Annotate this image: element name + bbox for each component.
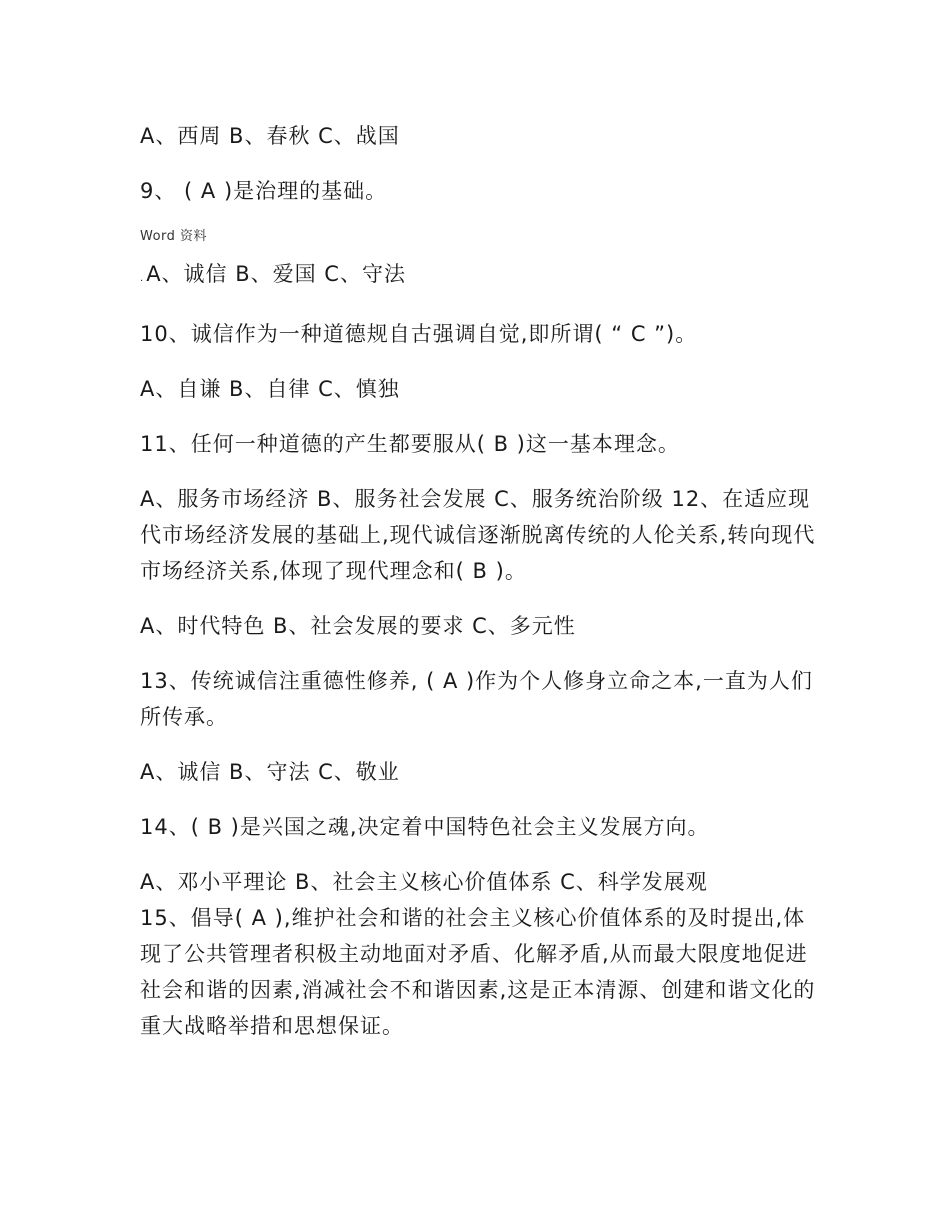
question-9: 9、 ( A )是治理的基础。 <box>140 179 388 203</box>
answer-options-q10: A、自谦 B、自律 C、慎独 <box>140 377 400 401</box>
question-11: 11、任何一种道德的产生都要服从( B )这一基本理念。 <box>140 432 680 456</box>
question-13: 13、传统诚信注重德性修养, ( A )作为个人修身立命之本,一直为人们所传承。 <box>140 669 813 729</box>
answer-options-q9-text: A、诚信 B、爱国 C、守法 <box>146 262 406 286</box>
question-10: 10、诚信作为一种道德规自古强调自觉,即所谓( “ C ”)。 <box>140 322 698 346</box>
question-14: 14、( B )是兴国之魂,决定着中国特色社会主义发展方向。 <box>140 815 710 839</box>
answer-options-q11-and-question-12: A、服务市场经济 B、服务社会发展 C、服务统治阶级 12、在适应现代市场经济发展的基础上,现代诚信逐渐脱离传统的人伦关系,转向现代市场经济关系,体现了现代理念和( B )。 <box>140 487 816 583</box>
answer-options-q8: A、西周 B、春秋 C、战国 <box>140 124 400 148</box>
answer-options-q14: A、邓小平理论 B、社会主义核心价值体系 C、科学发展观 <box>140 870 708 894</box>
answer-options-q9 <box>140 256 820 297</box>
answer-options-q12: A、时代特色 B、社会发展的要求 C、多元性 <box>140 614 576 638</box>
bullet-dot: . <box>140 273 145 284</box>
answer-options-q13: A、诚信 B、守法 C、敬业 <box>140 760 400 784</box>
document-content <box>140 118 820 1063</box>
word-resource-label: Word 资料 <box>140 229 208 244</box>
question-15: 15、倡导( A ),维护社会和谐的社会主义核心价值体系的及时提出,体现了公共管理者积极主动地面对矛盾、化解矛盾,从而最大限度地促进社会和谐的因素,消减社会不和谐因素,这是正本清源、创建和谐文化的重大战略举措和思想保证。 <box>140 906 816 1038</box>
